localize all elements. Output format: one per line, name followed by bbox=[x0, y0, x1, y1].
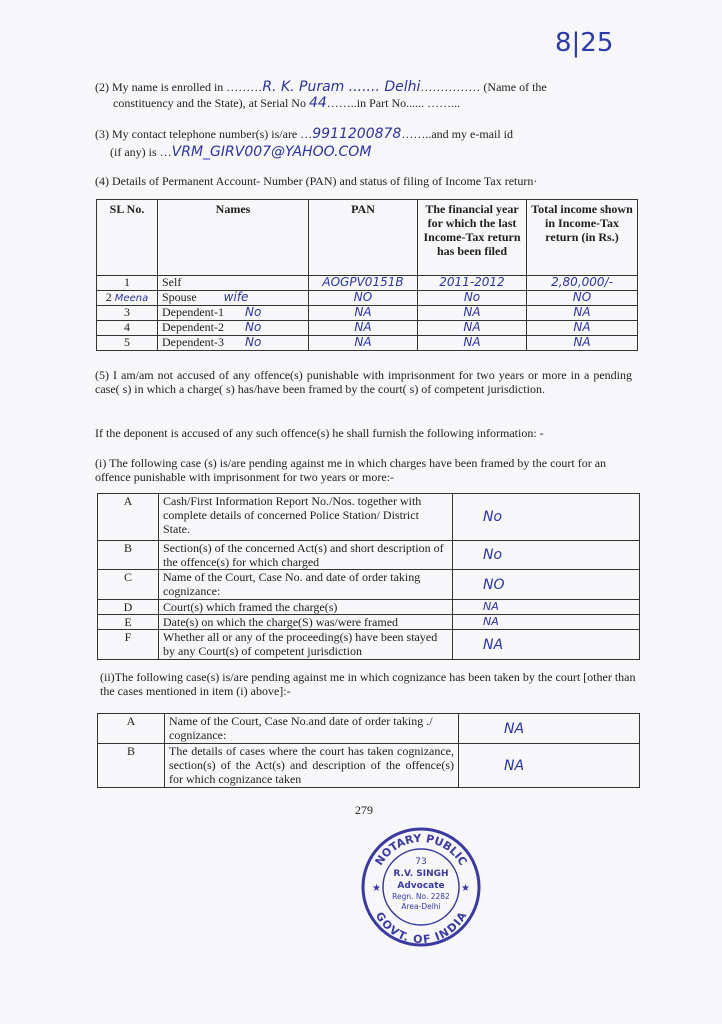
pending-charges-table bbox=[97, 493, 640, 660]
row-sl: 4 bbox=[97, 321, 158, 336]
stamp-number: 73 bbox=[415, 857, 427, 867]
row-answer: NA bbox=[459, 714, 640, 744]
row-name bbox=[158, 291, 309, 306]
row-desc: Date(s) on which the charge(S) was/were framed bbox=[159, 615, 453, 630]
row-desc: Section(s) of the concerned Act(s) and short description of the offence(s) for which charged bbox=[159, 541, 453, 570]
item3-line2-prefix: (if any) is … bbox=[110, 145, 172, 159]
row-key: A bbox=[98, 714, 165, 744]
table-row bbox=[98, 744, 640, 788]
table-row bbox=[98, 615, 640, 630]
row-name bbox=[158, 276, 309, 291]
row-income: 2,80,000/- bbox=[527, 276, 638, 291]
row-answer: NA bbox=[453, 630, 640, 660]
notary-stamp bbox=[360, 826, 482, 948]
cognizance-table bbox=[97, 713, 640, 788]
row-name-note: No bbox=[244, 320, 262, 334]
table-row bbox=[98, 541, 640, 570]
row-sl: 1 bbox=[97, 276, 158, 291]
row-key: E bbox=[98, 615, 159, 630]
table-row bbox=[98, 494, 640, 541]
row-answer: NA bbox=[453, 615, 640, 630]
stamp-name: R.V. SINGH bbox=[393, 869, 449, 879]
sub-i-paragraph: (i) The following case (s) is/are pending against me in which charges have been framed by the court for an offence punishable with imprisonment for two years or more:- bbox=[95, 456, 607, 484]
row-name bbox=[158, 336, 309, 351]
header-total-income: Total income shown in Income-Tax return (in Rs.) bbox=[527, 200, 638, 276]
table-row bbox=[98, 600, 640, 615]
table-row bbox=[97, 306, 638, 321]
row-name-note: No bbox=[244, 335, 262, 349]
item3-suffix: ……..and my e-mail id bbox=[401, 127, 513, 141]
row-desc: Court(s) which framed the charge(s) bbox=[159, 600, 453, 615]
row-fy: No bbox=[418, 291, 527, 306]
item2-line2 bbox=[113, 96, 653, 110]
table-row bbox=[97, 276, 638, 291]
table-row bbox=[97, 291, 638, 306]
stamp-star-right-icon: ★ bbox=[461, 883, 470, 894]
row-name-label: Self bbox=[162, 275, 182, 289]
stamp-bottom-text: GOVT. OF INDIA bbox=[372, 909, 470, 947]
row-sl: 3 bbox=[97, 306, 158, 321]
serial-handwritten: 44 bbox=[308, 95, 327, 111]
row-name-label: Dependent-2 bbox=[162, 320, 224, 334]
row-key: D bbox=[98, 600, 159, 615]
row-answer: NA bbox=[453, 600, 640, 615]
header-financial-year: The financial year for which the last Income-Tax return has been filed bbox=[418, 200, 527, 276]
item3-prefix: (3) My contact telephone number(s) is/are … bbox=[95, 127, 313, 141]
pan-table bbox=[96, 199, 638, 351]
row-key: B bbox=[98, 541, 159, 570]
item4-heading: (4) Details of Permanent Account- Number (PAN) and status of filing of Income Tax return· bbox=[95, 174, 538, 188]
table-row bbox=[98, 630, 640, 660]
deponent-line: If the deponent is accused of any such offence(s) he shall furnish the following information: - bbox=[95, 426, 544, 440]
row-answer: No bbox=[453, 541, 640, 570]
table-row bbox=[97, 321, 638, 336]
row-desc: Name of the Court, Case No.and date of order taking ./ cognizance: bbox=[165, 714, 459, 744]
item3-line1 bbox=[95, 127, 635, 141]
row-desc: Whether all or any of the proceeding(s) have been stayed by any Court(s) of competent jurisdiction bbox=[159, 630, 453, 660]
row-pan: NA bbox=[309, 321, 418, 336]
item2-line1 bbox=[95, 80, 635, 94]
item3-line2 bbox=[110, 145, 650, 159]
stamp-role: Advocate bbox=[397, 881, 445, 891]
row-income: NO bbox=[527, 291, 638, 306]
row-income: NA bbox=[527, 306, 638, 321]
header-sl-no: SL No. bbox=[97, 200, 158, 276]
row-answer: NA bbox=[459, 744, 640, 788]
stamp-regn: Regn. No. 2282 bbox=[392, 892, 450, 901]
item5-paragraph: (5) I am/am not accused of any offence(s) punishable with imprisonment for two years or more in a pending case( s) in which a charge( s) has/have been framed by the court( s) of competent jurisdiction. bbox=[95, 368, 632, 396]
table-row bbox=[98, 714, 640, 744]
item2-suffix: …………… (Name of the bbox=[420, 80, 547, 94]
row-fy: NA bbox=[418, 321, 527, 336]
phone-handwritten: 9911200878 bbox=[312, 126, 402, 142]
constituency-handwritten: R. K. Puram ....... Delhi bbox=[262, 79, 421, 95]
row-sl: 5 bbox=[97, 336, 158, 351]
header-names: Names bbox=[158, 200, 309, 276]
row-name bbox=[158, 321, 309, 336]
row-name-label: Dependent-1 bbox=[162, 305, 224, 319]
item2-line2-b: ……..in Part No...... ……... bbox=[326, 96, 461, 110]
item2-line2-a: constituency and the State), at Serial No bbox=[113, 96, 306, 110]
row-pan: NA bbox=[309, 306, 418, 321]
table-row bbox=[97, 336, 638, 351]
page-code: 8|25 bbox=[555, 28, 614, 58]
item2-prefix: (2) My name is enrolled in ……… bbox=[95, 80, 263, 94]
page-number: 279 bbox=[355, 803, 373, 817]
row-answer: NO bbox=[453, 570, 640, 600]
stamp-star-left-icon: ★ bbox=[372, 883, 381, 894]
row-name-label: Dependent-3 bbox=[162, 335, 224, 349]
sl2-margin-note: Meena bbox=[114, 293, 149, 304]
row-pan: AOGPV0151B bbox=[309, 276, 418, 291]
row-sl-value: 2 bbox=[105, 290, 112, 304]
row-name-note: No bbox=[244, 305, 262, 319]
sub-ii-paragraph: (ii)The following case(s) is/are pending against me in which cognizance has been taken by the court [other than the cases mentioned in item (i) above]:- bbox=[100, 670, 636, 698]
row-desc: The details of cases where the court has taken cognizance, section(s) of the Act(s) and description of the offence(s) for which cognizance taken bbox=[165, 744, 459, 788]
stamp-top-text: NOTARY PUBLIC bbox=[372, 831, 470, 868]
row-fy: 2011-2012 bbox=[418, 276, 527, 291]
row-pan: NO bbox=[309, 291, 418, 306]
header-pan: PAN bbox=[309, 200, 418, 276]
row-name-note: wife bbox=[223, 290, 249, 304]
stamp-area: Area-Delhi bbox=[401, 902, 441, 911]
row-key: A bbox=[98, 494, 159, 541]
email-handwritten: VRM_GIRV007@YAHOO.COM bbox=[171, 144, 372, 160]
row-fy: NA bbox=[418, 336, 527, 351]
row-fy: NA bbox=[418, 306, 527, 321]
row-key: F bbox=[98, 630, 159, 660]
row-income: NA bbox=[527, 336, 638, 351]
row-name-label: Spouse bbox=[162, 290, 197, 304]
row-key: C bbox=[98, 570, 159, 600]
pan-table-header-row bbox=[97, 200, 638, 276]
table-row bbox=[98, 570, 640, 600]
row-pan: NA bbox=[309, 336, 418, 351]
row-desc: Cash/First Information Report No./Nos. together with complete details of concerned Police Station/ District State. bbox=[159, 494, 453, 541]
row-name bbox=[158, 306, 309, 321]
row-key: B bbox=[98, 744, 165, 788]
row-desc: Name of the Court, Case No. and date of order taking cognizance: bbox=[159, 570, 453, 600]
row-answer: No bbox=[453, 494, 640, 541]
row-income: NA bbox=[527, 321, 638, 336]
row-sl bbox=[97, 291, 158, 306]
